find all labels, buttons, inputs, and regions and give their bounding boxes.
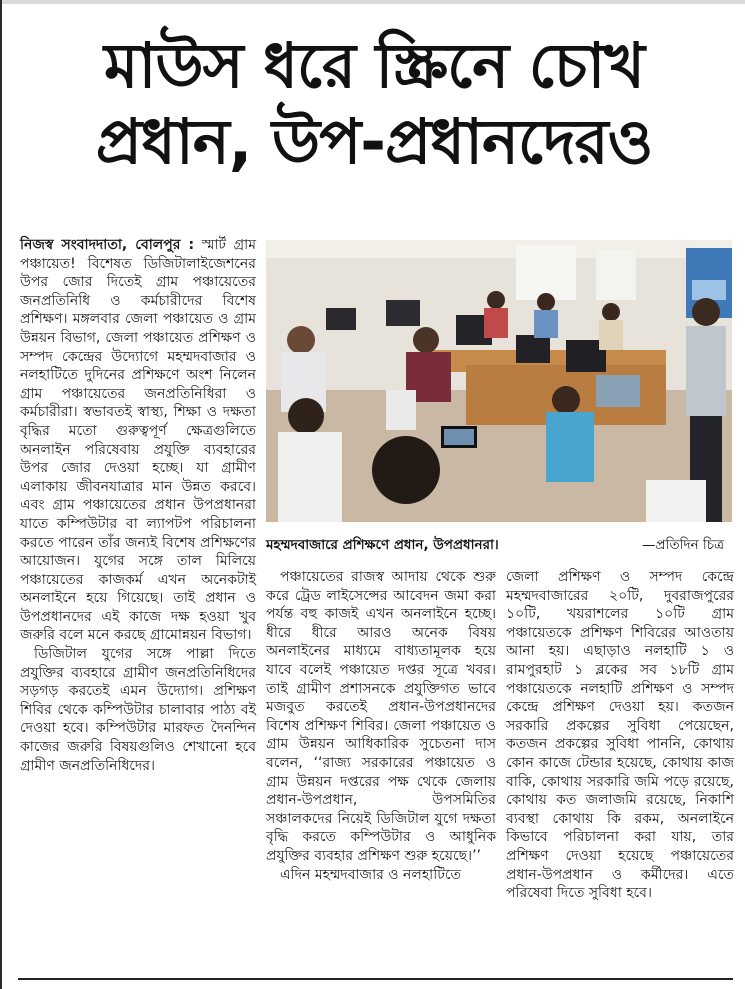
article-paragraph: এদিন মহম্মদবাজার ও নলহাটিতে <box>280 866 462 883</box>
photo-credit: —প্রতিদিন চিত্র <box>642 537 724 553</box>
training-room-photo <box>266 240 732 522</box>
article-paragraph: জেলা প্রশিক্ষণ ও সম্পদ কেন্দ্রে মহম্মদবাজারের ২০টি, দুবরাজপুরের ১০টি, খয়রাশলের ১০টি গ্রাম পঞ্চায়েতকে প্রশিক্ষণ শিবিরের আওতায় আনা হয়। এছাড়াও নলহাটি ১ ও রামপুরহাট ১ ব্লকের সব ১৮টি গ্রাম পঞ্চায়েতকে নলহাটি প্রশিক্ষণ ও সম্পদ কেন্দ্রে প্রশিক্ষণ দেওয়া হয়। কতজন সরকারি প্রকল্পের সুবিধা পেয়েছেন, কতজন প্রকল্পের সুবিধা পাননি, কোথায় কোন কাজে টেন্ডার হয়েছে, কোথায় কাজ বাকি, কোথায় সরকারি জমি পড়ে রয়েছে, কোথায় কত জলাজমি রয়েছে, নিকাশি ব্যবস্থা কোথায় কি রকম, অনলাইনে কিভাবে পরিচালনা করা যায়, তার প্রশিক্ষণ দেওয়া হয়েছে পঞ্চায়েতের প্রধান-উপপ্রধান ও কর্মীদের। এতে পরিষেবা দিতে সুবিধা হবে। <box>506 569 734 902</box>
article-paragraph <box>20 236 256 645</box>
photo-caption-bar <box>266 532 732 554</box>
bottom-rule <box>18 978 733 980</box>
article-paragraph: ডিজিটাল যুগের সঙ্গে পাল্লা দিতে প্রযুক্তির ব্যবহারে গ্রামীণ জনপ্রতিনিধিদের সড়গড় করতেই এমন উদ্যোগ। প্রশিক্ষণ শিবির থেকে কম্পিউটার চালাবার পাঠ্য বই দেওয়া হবে। কম্পিউটার মারফত দৈনন্দিন কাজের জরুরি বিষয়গুলিও শেখানো হবে গ্রামীণ জনপ্রতিনিধিদের। <box>20 646 256 774</box>
headline-line-2: প্রধান, উপ-প্রধানদেরও <box>95 105 653 178</box>
paragraph-text: স্মার্ট গ্রাম পঞ্চায়েত! বিশেষত ডিজিটালাইজেশনের উপর জোর দিতেই গ্রাম পঞ্চায়েতের জনপ্রতিনিধি ও কর্মচারীদের বিশেষ প্রশিক্ষণ। মঙ্গলবার জেলা পঞ্চায়েত ও গ্রাম উন্নয়ন বিভাগ, জেলা পঞ্চায়েত প্রশিক্ষণ ও সম্পদ কেন্দ্রের উদ্যোগে মহম্মদবাজার ও নলহাটিতে দুদিনের প্রশিক্ষণে অংশ নিলেন গ্রাম পঞ্চায়েতের জনপ্রতিনিধিরা ও কর্মচারীরা। স্বভাবতই স্বাস্থ্য, শিক্ষা ও দক্ষতা বৃদ্ধির মতো গুরুত্বপূর্ণ ক্ষেত্রগুলিতে অনলাইন পরিষেবায় প্রযুক্তি ব্যবহারের উপর জোর দেওয়া হচ্ছে। যা গ্রামীণ এলাকায় জীবনযাত্রার মান উন্নত করবে। এবং গ্রাম পঞ্চায়েতের প্রধান উপপ্রধানরা যাতে কম্পিউটার বা ল্যাপটপ পরিচালনা করতে পারেন তাঁর জন্যই বিশেষ প্রশিক্ষণের আয়োজন। যুগের সঙ্গে তাল মিলিয়ে পঞ্চায়েতের কাজকর্ম এখন অনেকটাই অনলাইনে হয়ে গিয়েছে। তাই প্রধান ও উপপ্রধানদের এই কাজে দক্ষ হওয়া খুব জরুরি বলে মনে করছে গ্রামোন্নয়ন বিভাগ। <box>20 237 256 644</box>
news-photo <box>266 240 732 522</box>
article-column-1 <box>20 236 256 775</box>
article-column-2 <box>266 568 496 884</box>
left-border-rule <box>0 0 2 989</box>
headline <box>14 28 734 180</box>
top-border <box>0 0 745 4</box>
article-column-3 <box>506 568 734 903</box>
byline: নিজস্ব সংবাদদাতা, বোলপুর : <box>20 237 195 253</box>
headline-line-1: মাউস ধরে স্ক্রিনে চোখ <box>103 29 645 102</box>
photo-caption: মহম্মদবাজারে প্রশিক্ষণে প্রধান, উপপ্রধানরা। <box>266 537 499 553</box>
article-paragraph: পঞ্চায়েতের রাজস্ব আদায় থেকে শুরু করে ট্রেড লাইসেন্সের আবেদন জমা করা পর্যন্ত বহু কাজই এখন অনলাইনে হচ্ছে। ধীরে ধীরে আরও অনেক বিষয় অনলাইনের মাধ্যমে বাধ্যতামূলক হয়ে যাবে বলেই পঞ্চায়েত দপ্তর সূত্রে খবর। তাই গ্রামীণ প্রশাসনকে প্রযুক্তিগত ভাবে মজবুত করতেই প্রধান-উপপ্রধানদের বিশেষ প্রশিক্ষণ শিবির। জেলা পঞ্চায়েত ও গ্রাম উন্নয়ন আধিকারিক সুচেতনা দাস বলেন, ‘‘রাজ্য সরকারের পঞ্চায়েত ও গ্রাম উন্নয়ন দপ্তরের পক্ষ থেকে জেলায় প্রধান-উপপ্রধান, উপসমিতির সঞ্চালকদের নিয়েই ডিজিটাল যুগে দক্ষতা বৃদ্ধি করতে কম্পিউটার ও আধুনিক প্রযুক্তির ব্যবহার প্রশিক্ষণ শুরু হয়েছে।’’ <box>266 569 496 864</box>
